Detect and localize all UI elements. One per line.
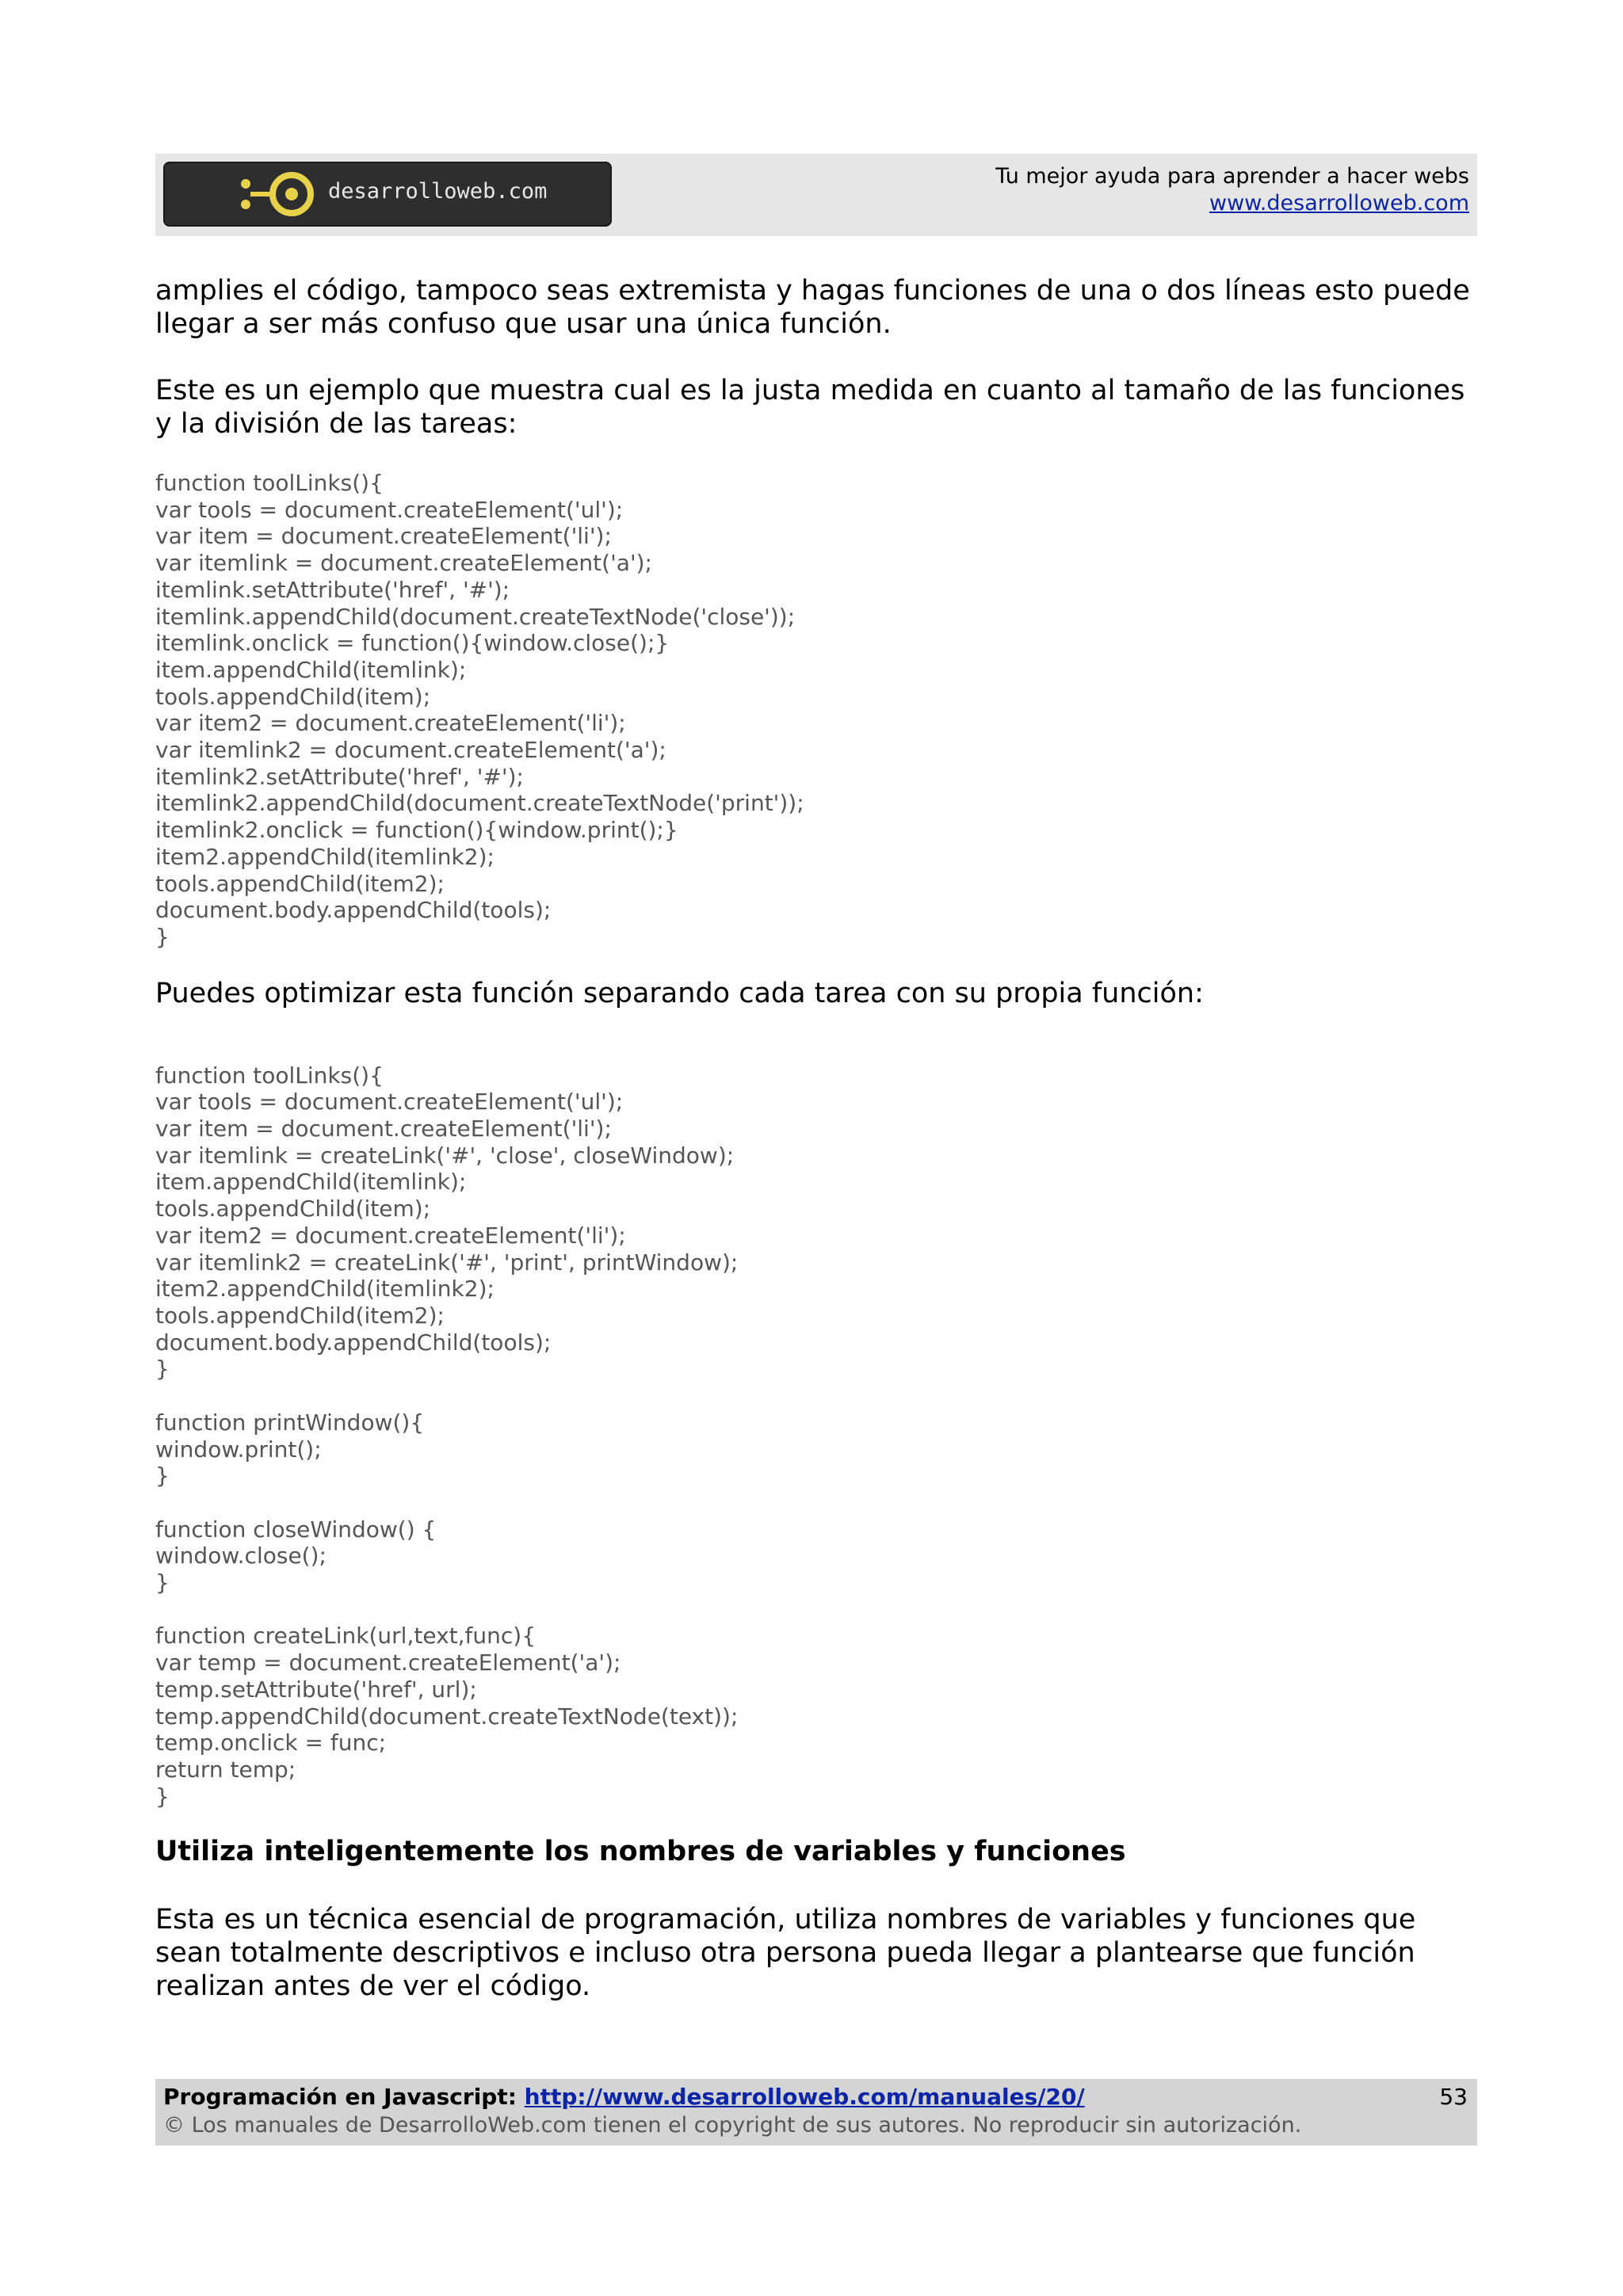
page-header	[155, 154, 1477, 236]
paragraph-1: amplies el código, tampoco seas extremista y hagas funciones de una o dos líneas esto puede llegar a ser más confuso que usar una única función.	[155, 275, 1470, 340]
paragraph-2: Este es un ejemplo que muestra cual es la justa medida en cuanto al tamaño de las funciones y la división de las tareas:	[155, 375, 1465, 440]
code-block-1: function toolLinks(){ var tools = document.createElement('ul'); var item = document.createElement('li'); var itemlink = document.createElement('a'); itemlink.setAttribute('href', '#'); itemlink.appendChild(document.createTextNode('close')); itemlink.onclick = function(){window.close();} item.appendChild(itemlink); tools.appendChild(item); var item2 = document.createElement('li'); var itemlink2 = document.createElement('a'); itemlink2.setAttribute('href', '#'); itemlink2.appendChild(document.createTextNode('print')); itemlink2.onclick = function(){window.print();} item2.appendChild(itemlink2); tools.appendChild(item2); document.body.appendChild(tools); }	[155, 470, 804, 950]
site-logo[interactable]	[163, 162, 612, 227]
logo-text: desarrolloweb.com	[328, 179, 548, 204]
manual-link[interactable]: http://www.desarrolloweb.com/manuales/20/	[524, 2084, 1085, 2110]
copyright-text: © Los manuales de DesarrolloWeb.com tienen el copyright de sus autores. No reproducir sin autorización.	[163, 2113, 1302, 2138]
paragraph-4: Esta es un técnica esencial de programación, utiliza nombres de variables y funciones que sean totalmente descriptivos e incluso otra persona pueda llegar a plantearse que función realizan antes de ver el código.	[155, 1904, 1416, 2003]
site-link[interactable]: www.desarrolloweb.com	[1209, 191, 1469, 215]
page-number: 53	[1439, 2084, 1468, 2110]
logo-mark-icon	[236, 171, 315, 217]
manual-label: Programación en Javascript:	[163, 2084, 517, 2110]
section-heading: Utiliza inteligentemente los nombres de variables y funciones	[155, 1836, 1126, 1868]
code-block-2: function toolLinks(){ var tools = document.createElement('ul'); var item = document.createElement('li'); var itemlink = createLink('#', 'close', closeWindow); item.appendChild(itemlink); tools.appendChild(item); var item2 = document.createElement('li'); var itemlink2 = createLink('#', 'print', printWindow); item2.appendChild(itemlink2); tools.appendChild(item2); document.body.appendChild(tools); } function printWindow(){ window.print(); } function closeWindow() { window.close(); } function createLink(url,text,func){ var temp = document.createElement('a'); temp.setAttribute('href', url); temp.appendChild(document.createTextNode(text)); temp.onclick = func; return temp; }	[155, 1062, 739, 1810]
header-tagline	[995, 163, 1469, 217]
tagline-text: Tu mejor ayuda para aprender a hacer webs	[995, 164, 1469, 189]
paragraph-3: Puedes optimizar esta función separando cada tarea con su propia función:	[155, 977, 1204, 1009]
page-footer	[155, 2079, 1477, 2145]
page-content	[155, 274, 1487, 2003]
footer-manual	[163, 2084, 1085, 2111]
